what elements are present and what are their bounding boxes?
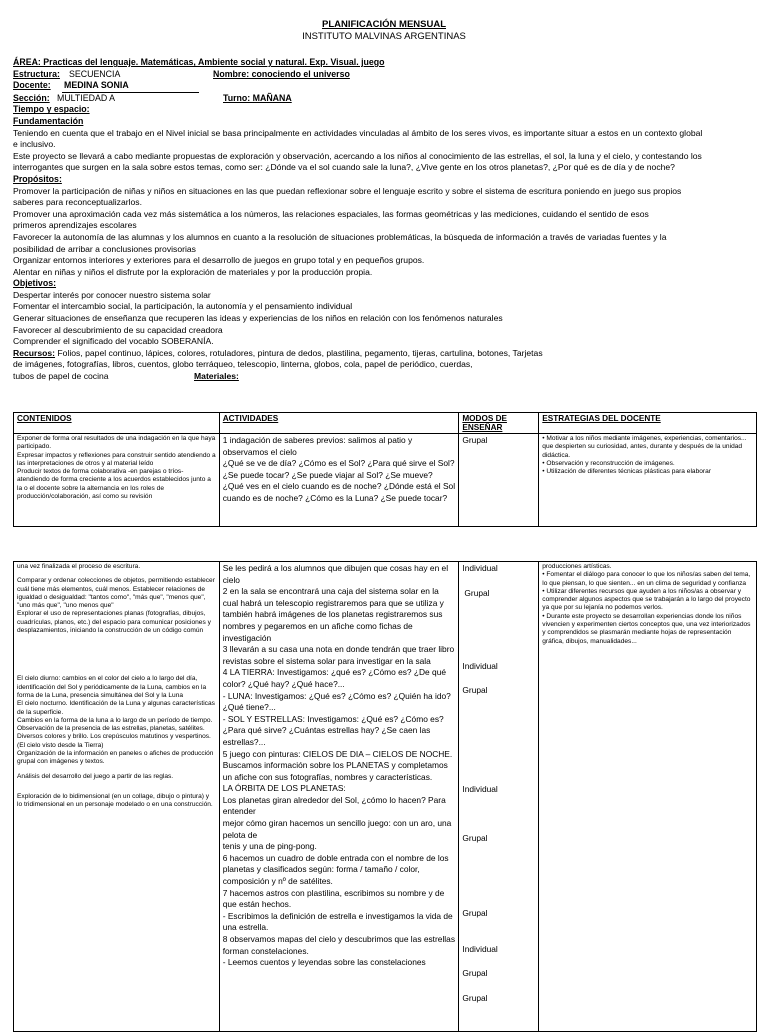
recursos-line: Folios, papel continuo, lápices, colores, rotuladores, pintura de dedos, plastilina, pegamento, tijeras, cartulina, botones, Tarjetas [55, 347, 543, 358]
fundamentacion-line: e inclusivo. [13, 139, 56, 150]
contenidos-cell [14, 562, 220, 1032]
header-estrategias: ESTRATEGIAS DEL DOCENTE [539, 413, 757, 434]
actividad-item: 7 hacemos astros con plastilina, escribimos su nombre y de que están hechos. [222, 887, 445, 910]
spacer [17, 635, 216, 675]
fundamentacion-label: Fundamentación [13, 115, 84, 126]
docente-value: MEDINA SONIA [62, 80, 199, 93]
modos-cell [459, 562, 539, 1032]
modo-item: Grupal [462, 908, 488, 918]
modo-item: Grupal [462, 968, 488, 978]
actividad-item: - LUNA: Investigamos: ¿Qué es? ¿Cómo es? ¿Quién ha ido? ¿Qué tiene?... [222, 690, 451, 713]
estructura-label: Estructura: [13, 68, 60, 79]
modo-item: Grupal [462, 833, 488, 843]
objetivos-list [13, 290, 753, 348]
modo-item: Individual [462, 563, 498, 573]
document-meta [13, 57, 753, 383]
actividad-item: 6 hacemos un cuadro de doble entrada con el nombre de los planetas y clasificados según: forma / tamaño / color, composición y nº de satélites. [222, 852, 449, 887]
estrategia-item: • Fomentar el diálogo para conocer lo que los niños/as saben del tema, lo que piensan, lo que sienten... en un clima de seguridad y confianza [542, 571, 751, 587]
proposito-line: posibilidad de arribar a conclusiones provisorias [13, 243, 196, 254]
contenido-item: Análisis del desarrollo del juego a partir de las reglas. [17, 772, 174, 780]
recursos-label: Recursos: [13, 347, 56, 358]
contenido-item: Producir textos de forma colaborativa -en parejas o tríos- atendiendo de forma creciente a los acuerdos establecidos junto a la o el docente sobre la alternancia en los roles de producción/colaboración, así como su revisión [17, 468, 211, 501]
modo-item: Individual [462, 661, 498, 671]
actividades-cell [219, 562, 459, 1032]
proposito-line: Alentar en niñas y niños el disfrute por la exploración de materiales y por la producción propia. [13, 266, 373, 277]
actividad-item: 3 llevarán a su casa una nota en donde tendrán que traer libro revistas sobre el sistema solar para investigar en la sala [222, 644, 455, 666]
header-actividades: ACTIVIDADES [219, 413, 459, 434]
actividad-item: - SOL Y ESTRELLAS: Investigamos: ¿Qué es? ¿Cómo es? ¿Para qué sirve? ¿Cuántas estrellas hay? ¿Se caen las estrellas?... [222, 713, 444, 747]
seccion-value: MULTIEDAD A [57, 92, 116, 103]
contenido-item: una vez finalizada el proceso de escritura. [17, 563, 141, 570]
actividad-item: 8 observamos mapas del cielo y descubrimos que las estrellas forman constelaciones. [222, 934, 456, 956]
estrategia-item: • Durante este proyecto se desarrollan experiencias donde los niños vivencien y experimenten ciertos conceptos que, una vez interiorizados y comprendidos se plasmarán mediante hojas de representación gráfica, dibujos, manualidades... [542, 612, 751, 645]
estrategias-cell [539, 434, 757, 527]
actividad-item: Se les pedirá a los alumnos que dibujen que cosas hay en el cielo [222, 563, 449, 585]
modo-item: Grupal [462, 993, 488, 1003]
propositos-label: Propósitos: [13, 173, 62, 184]
actividad-item: tenis y una de ping-pong. [222, 841, 317, 852]
area-line: ÁREA: Practicas del lenguaje. Matemáticas, Ambiente social y natural. Exp. Visual. juego [13, 57, 385, 67]
estrategia-item: • Utilización de diferentes técnicas plásticas para elaborar [542, 468, 711, 476]
objetivo-line: Comprender el significado del vocablo SOBERANÍA. [13, 336, 214, 347]
header-modos: MODOS DE ENSEÑAR [459, 413, 539, 434]
proposito-line: primeros aprendizajes escolares [13, 220, 137, 231]
proposito-line: Organizar entornos interiores y exteriores para el desarrollo de juegos en grupo total y en pequeños grupos. [13, 255, 425, 266]
fundamentacion-line: Este proyecto se llevará a cabo mediante propuestas de exploración y observación, acercando a los niños al conocimiento de las estrellas, el sol, la luna y el cielo, y contestando los [13, 150, 702, 161]
proposito-line: Favorecer la autonomía de las alumnas y los alumnos en cuanto a la resolución de situaciones problemáticas, la búsqueda de información a través de variadas fuentes y la [13, 231, 667, 242]
actividades-cell [219, 434, 459, 527]
objetivo-line: Favorecer al descubrimiento de su capacidad creadora [13, 324, 223, 335]
actividad-item: Buscamos información sobre los PLANETAS y completamos un afiche con sus fotografías, nombres y características. [222, 760, 448, 782]
spacer [17, 781, 216, 793]
contenido-item: Cambios en la forma de la luna a lo largo de un período de tiempo. Observación de la presencia de las estrellas, planetas, satélites. Diversos colores y brillo. Los crepúsculos matutinos y vespertinos. (El cielo visto desde la Tierra) [17, 716, 213, 749]
institution-name: INSTITUTO MALVINAS ARGENTINAS [302, 31, 466, 42]
objetivo-line: Fomentar el intercambio social, la participación, la autonomía y el pensamiento individual [13, 301, 353, 312]
recursos-block [13, 348, 753, 383]
contenido-item: Exponer de forma oral resultados de una indagación en la que haya participado. [17, 435, 216, 451]
contenido-item: Exploración de lo bidimensional (en un collage, dibujo o pintura) y lo tridimensional en un personaje modelado o en una construcción. [17, 792, 213, 809]
proposito-line: saberes para reconceptualizarlos. [13, 197, 142, 208]
materiales-label: Materiales: [194, 371, 239, 382]
fundamentacion-text [13, 128, 753, 174]
contenido-item: Explorar el uso de representaciones planas (fotografías, dibujos, cuadrículas, planos, etc.) del espacio para comunicar posiciones y desplazamientos, iniciando la construcción de un código común [17, 610, 211, 635]
modo-item: Grupal [462, 685, 488, 695]
actividad-item: 2 en la sala se encontrará una caja del sistema solar en la cual habrá un telescopio registraremos para que se utiliza y también habrá imágenes de los planetas registraremos sus nombres y pegaremos en un afiche como fichas de investigación [222, 586, 444, 643]
actividad-item: 4 LA TIERRA: Investigamos: ¿qué es? ¿Cómo es? ¿De qué color? ¿Qué hay? ¿Qué hace?... [222, 667, 447, 689]
contenidos-cell [14, 434, 220, 527]
actividad-item: LA ÓRBITA DE LOS PLANETAS: [222, 783, 346, 794]
actividad-item: Los planetas giran alrededor del Sol, ¿cómo lo hacen? Para entender [222, 794, 446, 817]
tiempo-espacio-label: Tiempo y espacio: [13, 104, 90, 115]
contenido-item: Comparar y ordenar colecciones de objetos, permitiendo establecer cuál tiene más elementos, cuál menos. Establecer relaciones de igualdad o desigualdad: "tantos como", "más que", "menos que", "uno más que", "uno menos que" [17, 577, 215, 610]
recursos-line: tubos de papel de cocina [13, 371, 109, 382]
actividad-item: ¿Qué se ve de día? ¿Cómo es el Sol? ¿Para qué sirve el Sol? ¿Se puede tocar? ¿Se puede viajar al Sol? ¿Se mueve? ¿Qué ves en el cielo cuando es de noche? ¿Dónde está el Sol cuando es de noche? ¿Cómo es la Luna? ¿Se puede tocar? [222, 458, 456, 503]
objetivo-line: Generar situaciones de enseñanza que recuperen las ideas y experiencias de los niños en relación con los fenómenos naturales [13, 313, 503, 324]
modo-item: Individual [462, 784, 498, 794]
estrategias-cell [539, 562, 757, 1032]
actividad-item: mejor cómo giran hacemos un sencillo juego: con un aro, una pelota de [222, 818, 452, 840]
objetivo-line: Despertar interés por conocer nuestro sistema solar [13, 289, 211, 300]
estructura-value: SECUENCIA [69, 68, 121, 79]
estrategia-item: • Observación y reconstrucción de imágenes. [542, 459, 675, 467]
actividad-item: - Leemos cuentos y leyendas sobre las constelaciones [222, 957, 426, 968]
fundamentacion-line: interrogantes que surgen en la sala sobre estos temas, como ser: ¿Dónde va el sol cuando sale la luna?, ¿Vive gente en los otros planetas?, ¿Por qué es de día y de noche? [13, 162, 675, 173]
planning-table-2 [13, 561, 757, 1032]
nombre-field: Nombre: conociendo el universo [213, 68, 350, 79]
modo-item: Individual [462, 944, 498, 954]
propositos-list [13, 186, 753, 279]
recursos-line: de imágenes, fotografías, libros, cuentos, globo terráqueo, telescopio, linterna, globos, cola, papel de periódico, cuerdas, [13, 359, 473, 370]
turno-field: Turno: MAÑANA [223, 92, 292, 103]
objetivos-label: Objetivos: [13, 278, 57, 289]
document-title: PLANIFICACIÓN MENSUAL [321, 19, 447, 30]
contenido-item: El cielo nocturno. Identificación de la Luna y algunas características de la superficie. [17, 700, 215, 716]
actividad-item: 1 indagación de saberes previos: salimos al patio y observamos el cielo [222, 435, 413, 457]
contenido-item: Expresar impactos y reflexiones para construir sentido atendiendo a las interpretaciones de otros y al material leído [17, 451, 216, 467]
actividad-item: - Escribimos la definición de estrella e investigamos la vida de una estrella. [222, 910, 453, 933]
proposito-line: Promover la participación de niñas y niños en situaciones en las que puedan reflexionar sobre el lenguaje escrito y sobre el sistema de escritura poniendo en juego sus propios [13, 185, 682, 196]
estrategia-item: producciones artísticas. [542, 563, 612, 570]
modo-item: Grupal [464, 588, 490, 598]
docente-label: Docente: [13, 80, 51, 91]
contenido-item: Organización de la información en paneles o afiches de producción grupal con imágenes y textos. [17, 750, 214, 766]
header-contenidos: CONTENIDOS [14, 413, 220, 434]
seccion-label: Sección: [13, 92, 50, 103]
modos-cell: Grupal [459, 434, 539, 527]
fundamentacion-line: Teniendo en cuenta que el trabajo en el Nivel inicial se basa principalmente en actividades vinculadas al ámbito de los seres vivos, es importante situar a estos en un contexto global [13, 127, 703, 138]
actividad-item: 5 juego con pinturas: CIELOS DE DIA – CIELOS DE NOCHE. [222, 748, 453, 759]
estrategia-item: • Utilizar diferentes recursos que ayuden a los niños/as a observar y comprender algunos aspectos que se trabajarán a lo largo del proyecto ya que por su lejanía no podemos verlos. [542, 587, 751, 612]
planning-table-1 [13, 412, 757, 527]
estrategia-item: • Motivar a los niños mediante imágenes, experiencias, comentarios... que despierten su curiosidad, antes, durante y después de la unidad didáctica. [542, 435, 747, 459]
contenido-item: El cielo diurno: cambios en el color del cielo a lo largo del día, identificación del Sol y periódicamente de la Luna, cambios en la forma de la Luna, presencia simultánea del Sol y la Luna [17, 675, 207, 699]
proposito-line: Promover una aproximación cada vez más sistemática a los números, las relaciones espaciales, las formas geométricas y las mediciones, cuidando el sentido de esos [13, 208, 649, 219]
